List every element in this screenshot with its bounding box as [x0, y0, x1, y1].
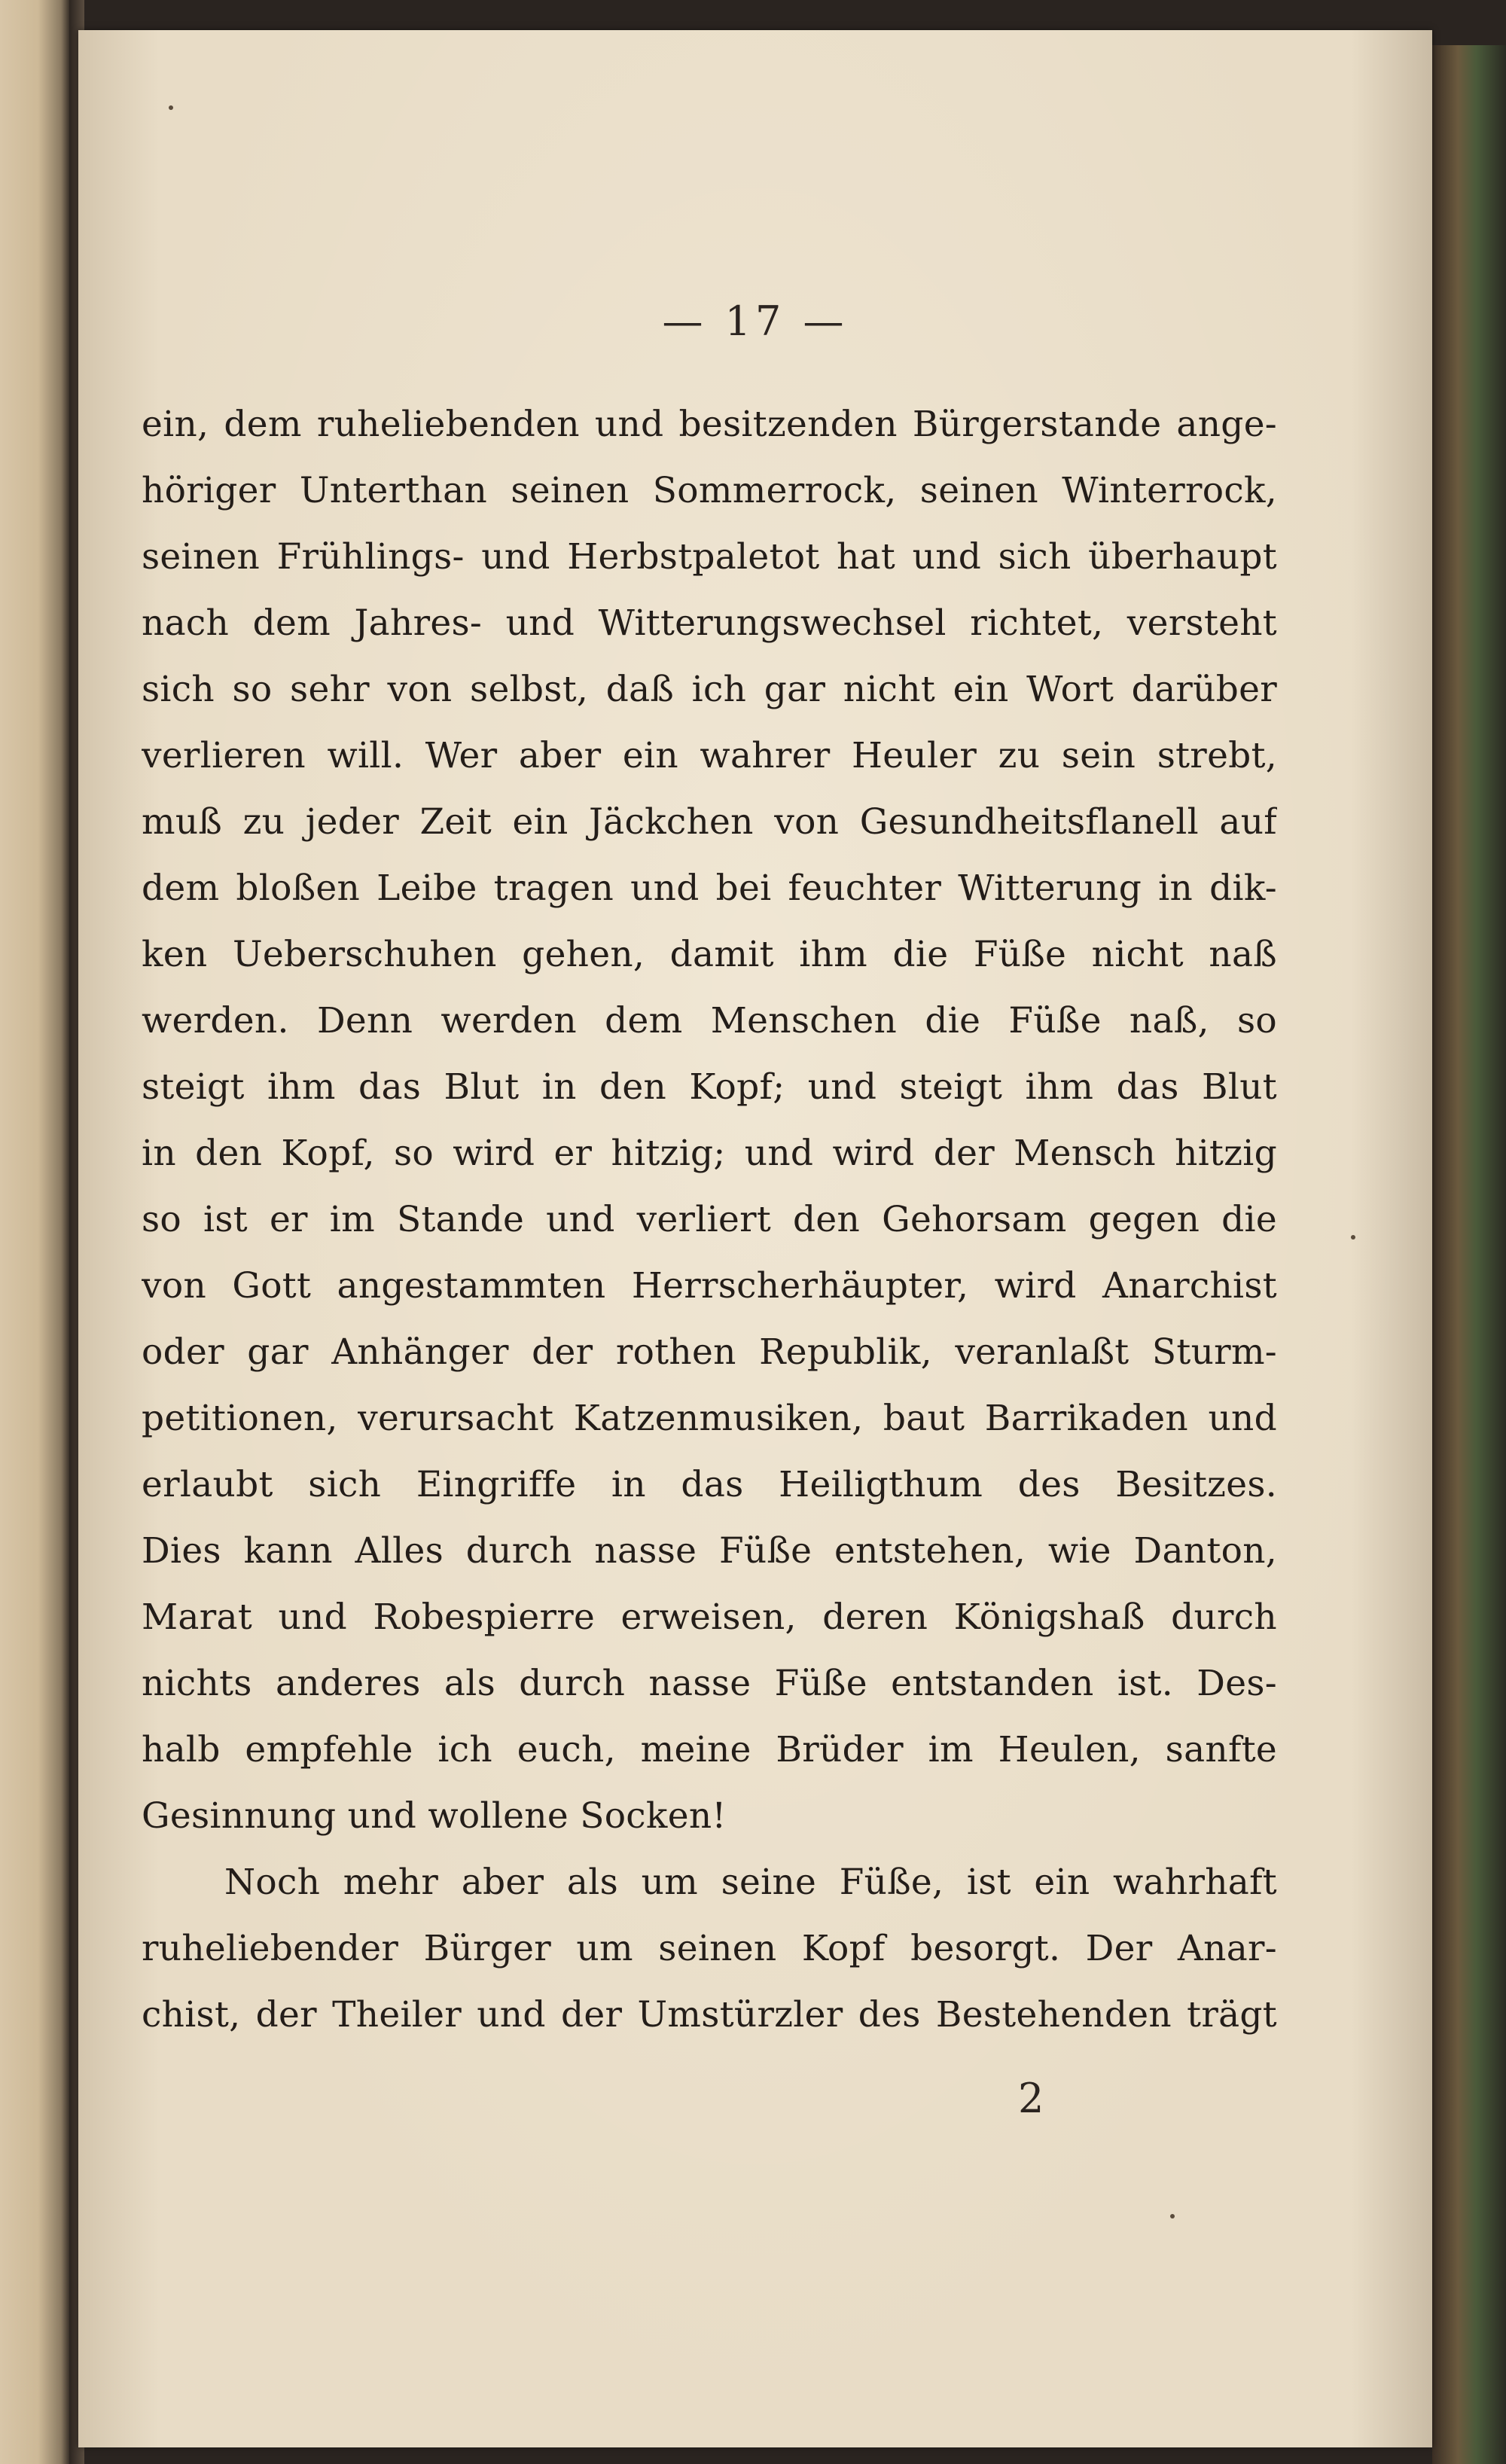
- book-page: [78, 30, 1432, 2447]
- paper-speck: [1170, 2214, 1175, 2219]
- text-line: dem bloßen Leibe tragen und bei feuchter Witterung in dik-: [142, 868, 1277, 909]
- text-line: werden. Denn werden dem Menschen die Füße naß, so: [142, 1000, 1277, 1041]
- text-line: ein, dem ruheliebenden und besitzenden Bürgerstande ange-: [142, 404, 1277, 445]
- text-line: oder gar Anhänger der rothen Republik, veranlaßt Sturm-: [142, 1331, 1277, 1373]
- text-line: Noch mehr aber als um seine Füße, ist ein wahrhaft: [224, 1862, 1277, 1903]
- text-line: seinen Frühlings- und Herbstpaletot hat und sich überhaupt: [142, 536, 1277, 578]
- page-number-header: — 17 —: [662, 297, 849, 345]
- text-line: höriger Unterthan seinen Sommerrock, seinen Winterrock,: [142, 470, 1277, 511]
- text-line: verlieren will. Wer aber ein wahrer Heuler zu sein strebt,: [142, 735, 1277, 776]
- text-line: ken Ueberschuhen gehen, damit ihm die Füße nicht naß: [142, 934, 1277, 975]
- text-line: sich so sehr von selbst, daß ich gar nicht ein Wort darüber: [142, 669, 1277, 710]
- text-line: Gesinnung und wollene Socken!: [142, 1795, 727, 1837]
- text-line: erlaubt sich Eingriffe in das Heiligthum des Besitzes.: [142, 1464, 1277, 1505]
- text-line: chist, der Theiler und der Umstürzler des Bestehenden trägt: [142, 1994, 1277, 2036]
- text-line: steigt ihm das Blut in den Kopf; und steigt ihm das Blut: [142, 1066, 1277, 1108]
- text-line: in den Kopf, so wird er hitzig; und wird der Mensch hitzig: [142, 1133, 1277, 1174]
- text-line: Dies kann Alles durch nasse Füße entstehen, wie Danton,: [142, 1530, 1277, 1572]
- paper-speck: [1351, 1235, 1355, 1240]
- text-line: nichts anderes als durch nasse Füße entstanden ist. Des-: [142, 1663, 1277, 1704]
- signature-mark: 2: [1018, 2075, 1044, 2122]
- facing-page-edge: [0, 0, 69, 2464]
- text-line: von Gott angestammten Herrscherhäupter, wird Anarchist: [142, 1265, 1277, 1307]
- page-body-text: [142, 392, 1277, 2048]
- text-line: halb empfehle ich euch, meine Brüder im Heulen, sanfte: [142, 1729, 1277, 1770]
- book-cover-edge: [1432, 45, 1506, 2464]
- text-line: ruheliebender Bürger um seinen Kopf besorgt. Der Anar-: [142, 1928, 1277, 1969]
- text-line: nach dem Jahres- und Witterungswechsel richtet, versteht: [142, 602, 1277, 644]
- text-line: petitionen, verursacht Katzenmusiken, baut Barrikaden und: [142, 1398, 1277, 1439]
- text-line: muß zu jeder Zeit ein Jäckchen von Gesundheitsflanell auf: [142, 801, 1277, 843]
- text-line: so ist er im Stande und verliert den Gehorsam gegen die: [142, 1199, 1277, 1240]
- paper-speck: [169, 105, 173, 110]
- text-line: Marat und Robespierre erweisen, deren Königshaß durch: [142, 1596, 1277, 1638]
